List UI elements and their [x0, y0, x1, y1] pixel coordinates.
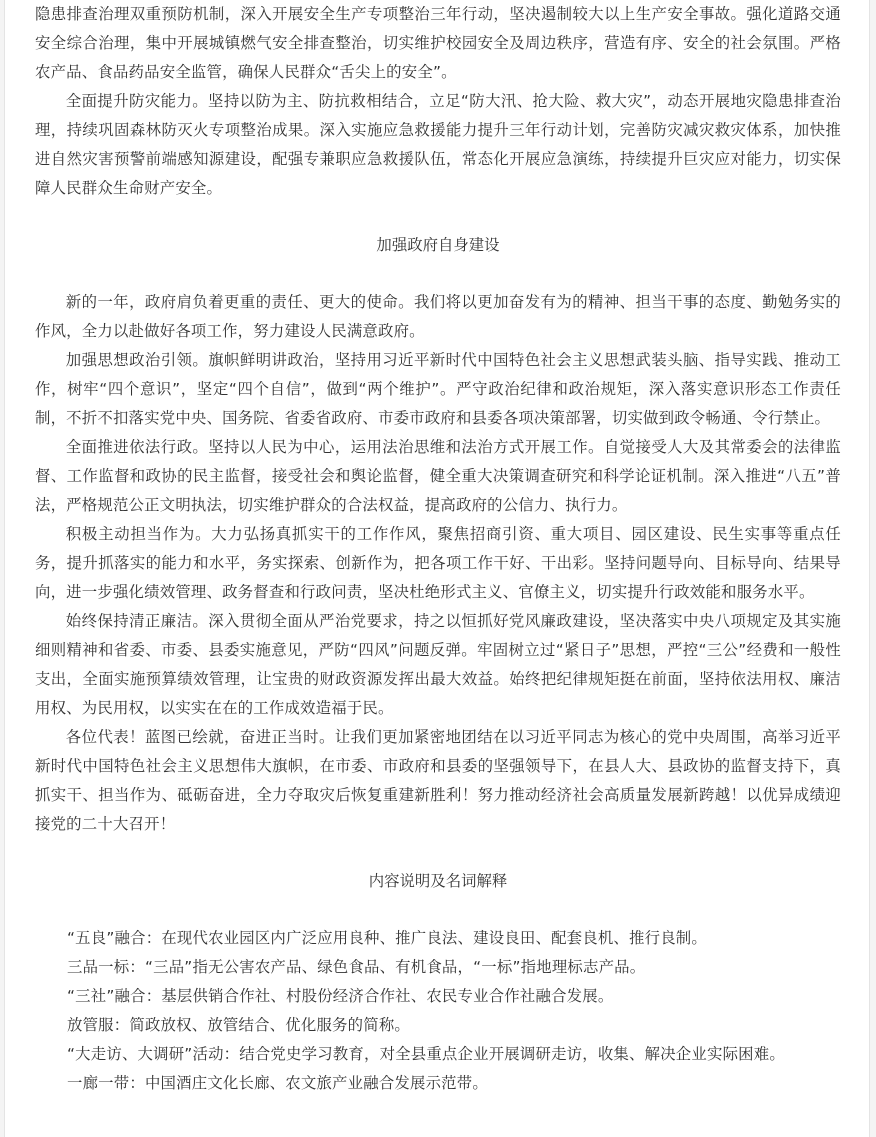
glossary-list	[35, 924, 841, 1098]
glossary-item: 三品一标：“三品”指无公害农产品、绿色食品、有机食品，“一标”指地理标志产品。	[67, 958, 646, 976]
paragraph: 加强思想政治引领。旗帜鲜明讲政治，坚持用习近平新时代中国特色社会主义思想武装头脑、指导实践、推动工作，树牢“四个意识”，坚定“四个自信”，做到“两个维护”。严守政治纪律和政治规矩，深入落实意识形态工作责任制，不折不扣落实党中央、国务院、省委省政府、市委市政府和县委各项决策部署，切实做到政令畅通、令行禁止。	[35, 351, 841, 427]
paragraph: 新的一年，政府肩负着更重的责任、更大的使命。我们将以更加奋发有为的精神、担当干事的态度、勤勉务实的作风，全力以赴做好各项工作，努力建设人民满意政府。	[35, 293, 841, 340]
paragraph: 始终保持清正廉洁。深入贯彻全面从严治党要求，持之以恒抓好党风廉政建设，坚决落实中央八项规定及其实施细则精神和省委、市委、县委实施意见，严防“四风”问题反弹。牢固树立过“紧日子”思想，严控“三公”经费和一般性支出，全面实施预算绩效管理，让宝贵的财政资源发挥出最大效益。始终把纪律规矩挺在前面，坚持依法用权、廉洁用权、为民用权，以实实在在的工作成效造福于民。	[35, 612, 841, 717]
paragraph: 积极主动担当作为。大力弘扬真抓实干的工作作风，聚焦招商引资、重大项目、园区建设、民生实事等重点任务，提升抓落实的能力和水平，务实探索、创新作为，把各项工作干好、干出彩。坚持问题导向、目标导向、结果导向，进一步强化绩效管理、政务督查和行政问责，坚决杜绝形式主义、官僚主义，切实提升行政效能和服务水平。	[35, 525, 841, 601]
paragraph: 全面提升防灾能力。坚持以防为主、防抗救相结合，立足“防大汛、抢大险、救大灾”，动态开展地灾隐患排查治理，持续巩固森林防灭火专项整治成果。深入实施应急救援能力提升三年行动计划，完善防灾减灾救灾体系，加快推进自然灾害预警前端感知源建设，配强专兼职应急救援队伍，常态化开展应急演练，持续提升巨灾应对能力，切实保障人民群众生命财产安全。	[35, 92, 841, 197]
glossary-item: 一廊一带：中国酒庄文化长廊、农文旅产业融合发展示范带。	[67, 1074, 488, 1092]
section-heading-government: 加强政府自身建设	[376, 236, 500, 254]
paragraph-continued: 隐患排查治理双重预防机制，深入开展安全生产专项整治三年行动，坚决遏制较大以上生产安全事故。强化道路交通安全综合治理，集中开展城镇燃气安全排查整治，切实维护校园安全及周边秩序，营造有序、安全的社会氛围。严格农产品、食品药品安全监管，确保人民群众“舌尖上的安全”。	[35, 5, 841, 81]
glossary-item: “五良”融合：在现代农业园区内广泛应用良种、推广良法、建设良田、配套良机、推行良制。	[67, 929, 707, 947]
paragraph: 各位代表！蓝图已绘就，奋进正当时。让我们更加紧密地团结在以习近平同志为核心的党中央周围，高举习近平新时代中国特色社会主义思想伟大旗帜，在市委、市政府和县委的坚强领导下，在县人大、县政协的监督支持下，真抓实干、担当作为、砥砺奋进，全力夺取灾后恢复重建新胜利！努力推动经济社会高质量发展新跨越！以优异成绩迎接党的二十大召开！	[35, 728, 841, 833]
section-heading-glossary: 内容说明及名词解释	[368, 872, 508, 890]
glossary-item: “三社”融合：基层供销合作社、村股份经济合作社、农民专业合作社融合发展。	[67, 987, 614, 1005]
document-page	[4, 0, 870, 1137]
glossary-item: 放管服：简政放权、放管结合、优化服务的简称。	[67, 1016, 410, 1034]
paragraph: 全面推进依法行政。坚持以人民为中心，运用法治思维和法治方式开展工作。自觉接受人大及其常委会的法律监督、工作监督和政协的民主监督，接受社会和舆论监督，健全重大决策调查研究和科学论证机制。深入推进“八五”普法，严格规范公正文明执法，切实维护群众的合法权益，提高政府的公信力、执行力。	[35, 438, 841, 514]
article-body	[35, 0, 841, 1098]
glossary-item: “大走访、大调研”活动：结合党史学习教育，对全县重点企业开展调研走访，收集、解决企业实际困难。	[67, 1045, 785, 1063]
